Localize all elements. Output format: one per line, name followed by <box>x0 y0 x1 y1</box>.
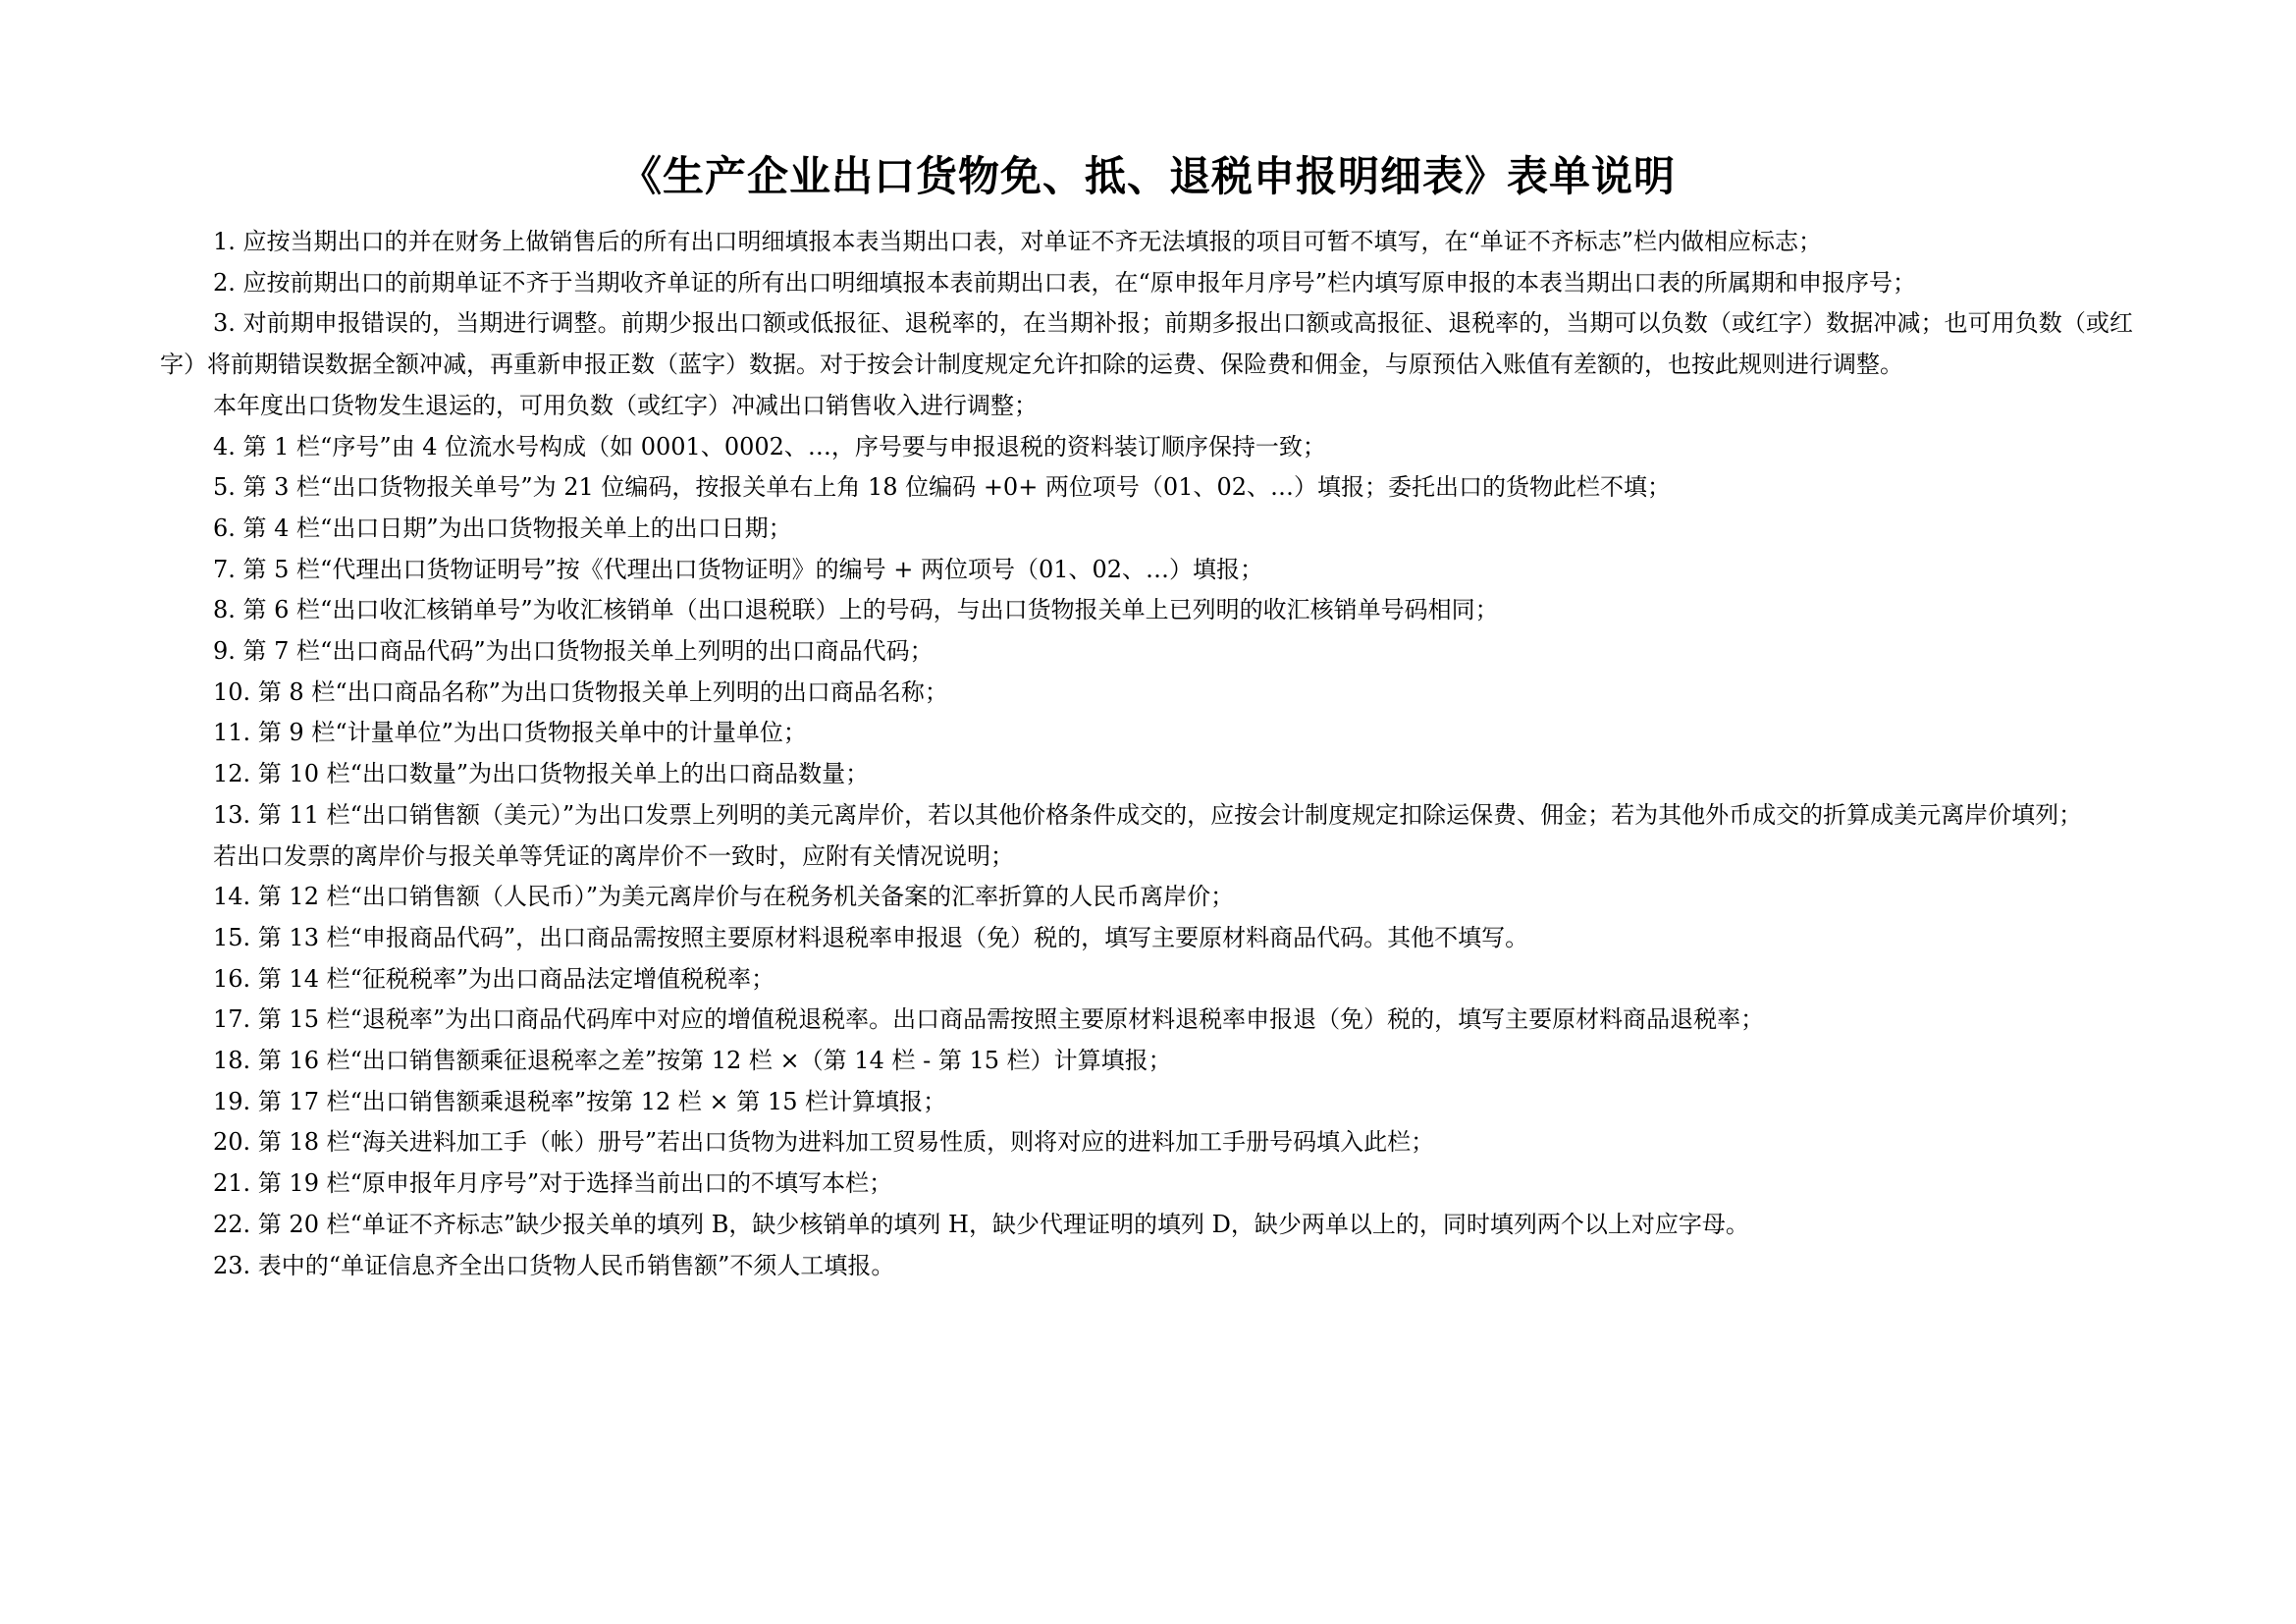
instruction-paragraph: 8. 第 6 栏“出口收汇核销单号”为收汇核销单（出口退税联）上的号码，与出口货物报关单上已列明的收汇核销单号码相同； <box>213 596 1499 624</box>
instruction-paragraph: 16. 第 14 栏“征税税率”为出口商品法定增值税税率； <box>213 964 775 993</box>
instruction-paragraph: 1. 应按当期出口的并在财务上做销售后的所有出口明细填报本表当期出口表，对单证不齐无法填报的项目可暂不填写，在“单证不齐标志”栏内做相应标志； <box>213 228 1823 255</box>
instruction-paragraph: 5. 第 3 栏“出口货物报关单号”为 21 位编码，按报关单右上角 18 位编码 +0+ 两位项号（01、02、…）填报；委托出口的货物此栏不填； <box>213 473 1672 502</box>
document-title: 《生产企业出口货物免、抵、退税申报明细表》表单说明 <box>619 152 1676 200</box>
instruction-paragraph: 14. 第 12 栏“出口销售额（人民币）”为美元离岸价与在税务机关备案的汇率折算的人民币离岸价； <box>213 883 1235 911</box>
instruction-paragraph: 23. 表中的“单证信息齐全出口货物人民币销售额”不须人工填报。 <box>213 1251 895 1279</box>
instruction-paragraph: 13. 第 11 栏“出口销售额（美元）”为出口发票上列明的美元离岸价，若以其他价格条件成交的，应按会计制度规定扣除运保费、佣金；若为其他外币成交的折算成美元离岸价填列； <box>213 800 2083 829</box>
instruction-paragraph: 21. 第 19 栏“原申报年月序号”对于选择当前出口的不填写本栏； <box>213 1169 893 1198</box>
instruction-paragraph: 17. 第 15 栏“退税率”为出口商品代码库中对应的增值税退税率。出口商品需按照主要原材料退税率申报退（免）税的，填写主要原材料商品退税率； <box>213 1005 1765 1034</box>
instruction-paragraph: 4. 第 1 栏“序号”由 4 位流水号构成（如 0001、0002、…，序号要与申报退税的资料装订顺序保持一致； <box>213 432 1326 460</box>
instruction-paragraph: 12. 第 10 栏“出口数量”为出口货物报关单上的出口商品数量； <box>213 760 870 788</box>
instruction-paragraph: 9. 第 7 栏“出口商品代码”为出口货物报关单上列明的出口商品代码； <box>213 637 934 666</box>
instruction-paragraph: 22. 第 20 栏“单证不齐标志”缺少报关单的填列 B，缺少核销单的填列 H，缺少代理证明的填列 D，缺少两单以上的，同时填列两个以上对应字母。 <box>213 1210 1749 1238</box>
instruction-paragraph: 19. 第 17 栏“出口销售额乘退税率”按第 12 栏 × 第 15 栏计算填报； <box>213 1087 947 1115</box>
instruction-paragraph: 2. 应按前期出口的前期单证不齐于当期收齐单证的所有出口明细填报本表前期出口表，在“原申报年月序号”栏内填写原申报的本表当期出口表的所属期和申报序号； <box>213 268 1917 297</box>
instruction-paragraph: 6. 第 4 栏“出口日期”为出口货物报关单上的出口日期； <box>213 514 792 542</box>
instruction-paragraph: 11. 第 9 栏“计量单位”为出口货物报关单中的计量单位； <box>213 719 807 747</box>
instructions-body <box>160 222 2133 1286</box>
instruction-paragraph: 本年度出口货物发生退运的，可用负数（或红字）冲减出口销售收入进行调整； <box>213 391 1038 419</box>
instruction-paragraph: 20. 第 18 栏“海关进料加工手（帐）册号”若出口货物为进料加工贸易性质，则将对应的进料加工手册号码填入此栏； <box>213 1128 1435 1157</box>
instruction-paragraph: 18. 第 16 栏“出口销售额乘征退税率之差”按第 12 栏 ×（第 14 栏 - 第 15 栏）计算填报； <box>213 1047 1172 1075</box>
instruction-paragraph: 7. 第 5 栏“代理出口货物证明号”按《代理出口货物证明》的编号 + 两位项号（01、02、…）填报； <box>213 555 1264 583</box>
instruction-paragraph: 10. 第 8 栏“出口商品名称”为出口货物报关单上列明的出口商品名称； <box>213 677 948 706</box>
instruction-paragraph: 3. 对前期申报错误的，当期进行调整。前期少报出口额或低报征、退税率的，在当期补报；前期多报出口额或高报征、退税率的，当期可以负数（或红字）数据冲减；也可用负数（或红字）将前期错误数据全额冲减，再重新申报正数（蓝字）数据。对于按会计制度规定允许扣除的运费、保险费和佣金，与原预估入账值有差额的，也按此规则进行调整。 <box>160 309 2133 379</box>
instruction-paragraph: 15. 第 13 栏“申报商品代码”，出口商品需按照主要原材料退税率申报退（免）税的，填写主要原材料商品代码。其他不填写。 <box>213 923 1529 951</box>
instruction-paragraph: 若出口发票的离岸价与报关单等凭证的离岸价不一致时，应附有关情况说明； <box>213 841 1014 870</box>
